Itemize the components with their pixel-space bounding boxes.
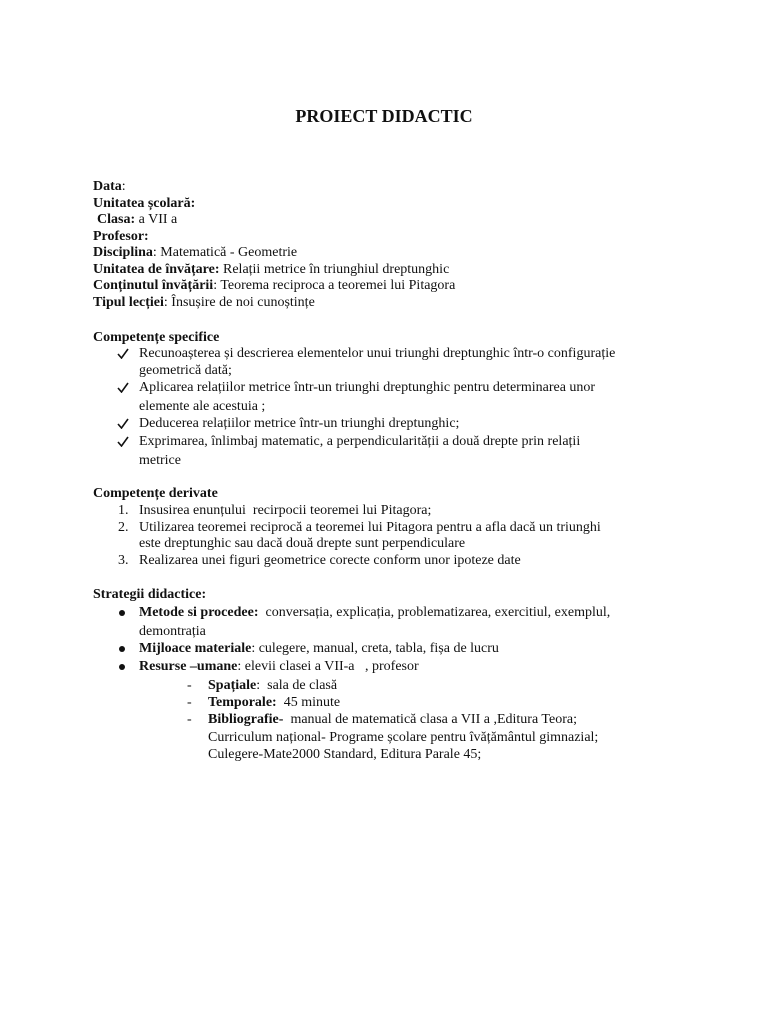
list-item-continuation xyxy=(139,398,265,415)
list-item-text: : culegere, manual, creta, tabla, fișa de lucru xyxy=(251,641,499,656)
check-icon xyxy=(117,382,129,393)
list-item xyxy=(139,415,459,432)
list-item-label: Resurse –umane xyxy=(139,659,238,674)
list-item xyxy=(139,345,615,362)
field-clasa xyxy=(97,211,177,228)
list-item xyxy=(139,604,610,621)
sublist-item-text: Curriculum național- Programe școlare pentru îvățământul gimnazial; xyxy=(208,730,599,745)
list-item-text: metrice xyxy=(139,453,181,468)
sublist-item-continuation xyxy=(208,729,598,746)
field-continutul-invatarii-label: Conținutul învățării xyxy=(93,278,214,293)
field-tipul-lectiei-label: Tipul lecției xyxy=(93,295,164,310)
list-item xyxy=(139,640,499,657)
list-item-continuation xyxy=(139,452,181,469)
field-data-value: : xyxy=(121,179,126,194)
list-number xyxy=(118,519,129,536)
field-continutul-invatarii-value: : Teorema reciproca a teoremei lui Pitagora xyxy=(213,278,456,293)
sublist-item xyxy=(208,677,337,694)
list-item-text: Recunoașterea și descrierea elementelor unui triunghi dreptunghic într-o configurație xyxy=(139,346,616,361)
list-number-text: 3. xyxy=(118,553,129,568)
list-number xyxy=(118,552,129,569)
list-item-text: conversația, explicația, problematizarea, exercitiul, exemplul, xyxy=(258,605,611,620)
sublist-item xyxy=(208,711,577,728)
check-icon xyxy=(117,418,129,429)
dash-marker: - xyxy=(187,712,192,727)
dash-marker: - xyxy=(187,678,192,693)
check-icon xyxy=(117,436,129,447)
list-item xyxy=(139,433,580,450)
field-data-label: Data xyxy=(93,179,122,194)
sublist-marker xyxy=(187,694,192,711)
list-number-text: 2. xyxy=(118,520,129,535)
list-item xyxy=(139,502,431,519)
bullet-icon xyxy=(119,646,125,652)
field-unitatea-scolara-label: Unitatea școlară: xyxy=(93,196,196,211)
list-item xyxy=(139,552,521,569)
sublist-item xyxy=(208,694,340,711)
sublist-item-label: Spațiale xyxy=(208,678,257,693)
section-heading xyxy=(93,485,218,502)
field-unitatea-scolara xyxy=(93,195,195,212)
sublist-item-continuation xyxy=(208,746,481,763)
list-item-text: Aplicarea relațiilor metrice într-un triunghi dreptunghic pentru determinarea unor xyxy=(139,380,596,395)
list-item-continuation xyxy=(139,535,465,552)
strategii-heading: Strategii didactice: xyxy=(93,587,207,602)
field-tipul-lectiei xyxy=(93,294,315,311)
field-unitatea-invatare-value: Relații metrice în triunghiul dreptunghic xyxy=(219,262,450,277)
section-heading xyxy=(93,586,206,603)
list-item-text: Exprimarea, înlimbaj matematic, a perpendicularității a două drepte prin relații xyxy=(139,434,581,449)
list-item-text: demontrația xyxy=(139,624,206,639)
sublist-item-text: Culegere-Mate2000 Standard, Editura Parale 45; xyxy=(208,747,482,762)
list-item xyxy=(139,519,601,536)
list-item-label: Mijloace materiale xyxy=(139,641,252,656)
sublist-marker xyxy=(187,677,192,694)
list-number-text: 1. xyxy=(118,503,129,518)
list-item-continuation xyxy=(139,362,232,379)
sublist-item-text: 45 minute xyxy=(276,695,341,710)
check-icon xyxy=(117,348,129,359)
list-item-label: Metode si procedee: xyxy=(139,605,259,620)
list-number xyxy=(118,502,129,519)
list-item xyxy=(139,658,419,675)
sublist-item-label: Bibliografie- xyxy=(208,712,284,727)
field-unitatea-invatare-label: Unitatea de învățare: xyxy=(93,262,220,277)
dash-marker: - xyxy=(187,695,192,710)
field-unitatea-invatare xyxy=(93,261,449,278)
list-item-text: Deducerea relațiilor metrice într-un triunghi dreptunghic; xyxy=(139,416,460,431)
sublist-marker xyxy=(187,711,192,728)
competente-derivate-heading: Competențe derivate xyxy=(93,486,218,501)
field-disciplina xyxy=(93,244,297,261)
sublist-item-text: : sala de clasă xyxy=(256,678,338,693)
bullet-icon xyxy=(119,664,125,670)
list-item-continuation xyxy=(139,623,206,640)
document-title: PROIECT DIDACTIC xyxy=(295,106,473,126)
field-clasa-value: a VII a xyxy=(135,212,178,227)
field-disciplina-label: Disciplina xyxy=(93,245,153,260)
list-item-text: elemente ale acestuia ; xyxy=(139,399,266,414)
field-profesor xyxy=(93,228,149,245)
list-item-text: Insusirea enunțului recirpocii teoremei lui Pitagora; xyxy=(139,503,432,518)
list-item-text: geometrică dată; xyxy=(139,363,232,378)
list-item-text: : elevii clasei a VII-a , profesor xyxy=(237,659,419,674)
competente-specifice-heading: Competențe specifice xyxy=(93,330,220,345)
sublist-item-text: manual de matematică clasa a VII a ,Editura Teora; xyxy=(283,712,577,727)
list-item-text: este dreptunghic sau dacă două drepte sunt perpendiculare xyxy=(139,536,466,551)
list-item xyxy=(139,379,595,396)
field-data xyxy=(93,178,126,195)
field-disciplina-value: : Matematică - Geometrie xyxy=(152,245,298,260)
field-continutul-invatarii xyxy=(93,277,455,294)
field-clasa-label: Clasa: xyxy=(97,212,136,227)
field-tipul-lectiei-value: : Însușire de noi cunoștințe xyxy=(163,295,315,310)
bullet-icon xyxy=(119,610,125,616)
section-heading xyxy=(93,329,219,346)
field-profesor-label: Profesor: xyxy=(93,229,149,244)
list-item-text: Utilizarea teoremei reciprocă a teoremei lui Pitagora pentru a afla dacă un triunghi xyxy=(139,520,601,535)
sublist-item-label: Temporale: xyxy=(208,695,277,710)
list-item-text: Realizarea unei figuri geometrice corecte conform unor ipoteze date xyxy=(139,553,521,568)
